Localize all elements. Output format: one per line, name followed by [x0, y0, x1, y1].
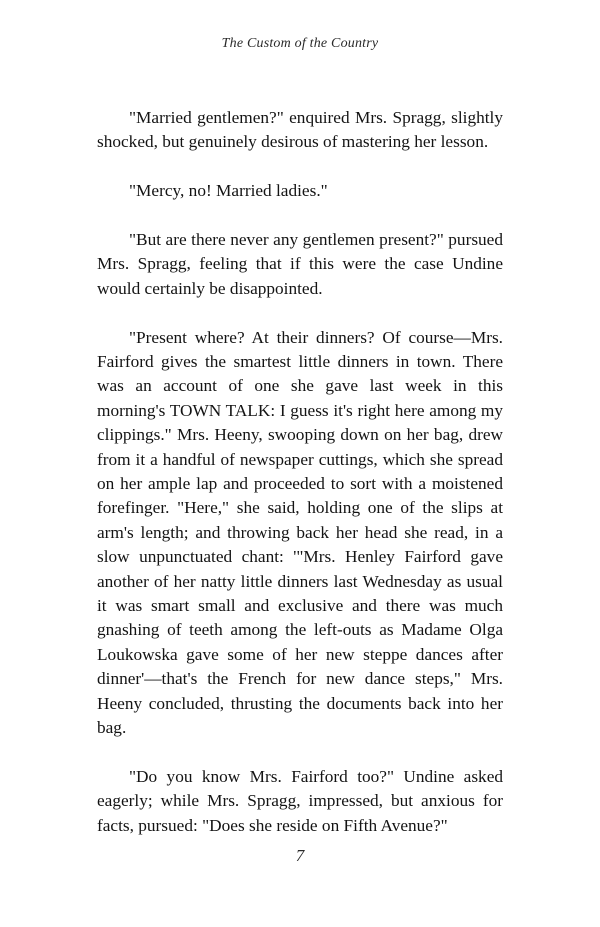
body-text: [97, 106, 503, 838]
paragraph: "Present where? At their dinners? Of course—Mrs. Fairford gives the smartest little dinners in town. There was an account of one she gave last week in this morning's TOWN TALK: I guess it's right here among my clippings." Mrs. Heeny, swooping down on her bag, drew from it a handful of newspaper cuttings, which she spread on her ample lap and proceeded to sort with a moistened forefinger. "Here," she said, holding one of the slips at arm's length; and throwing back her head she read, in a slow unpunctuated chant: '"Mrs. Henley Fairford gave another of her natty little dinners last Wednesday as usual it was smart small and exclusive and there was much gnashing of teeth among the left-outs as Madame Olga Loukowska gave some of her new steppe dances after dinner'—that's the French for new dance steps," Mrs. Heeny concluded, thrusting the documents back into her bag.: [97, 327, 503, 738]
paragraph: "Do you know Mrs. Fairford too?" Undine asked eagerly; while Mrs. Spragg, impressed, but anxious for facts, pursued: "Does she reside on Fifth Avenue?": [97, 766, 503, 835]
paragraph: "Married gentlemen?" enquired Mrs. Spragg, slightly shocked, but genuinely desirous of mastering her lesson.: [97, 108, 503, 152]
paragraph: "But are there never any gentlemen present?" pursued Mrs. Spragg, feeling that if this were the case Undine would certainly be disappointed.: [97, 230, 503, 298]
page-number: 7: [295, 846, 305, 865]
paragraph: "Mercy, no! Married ladies.": [129, 181, 328, 201]
running-head-title: The Custom of the Country: [221, 36, 379, 51]
